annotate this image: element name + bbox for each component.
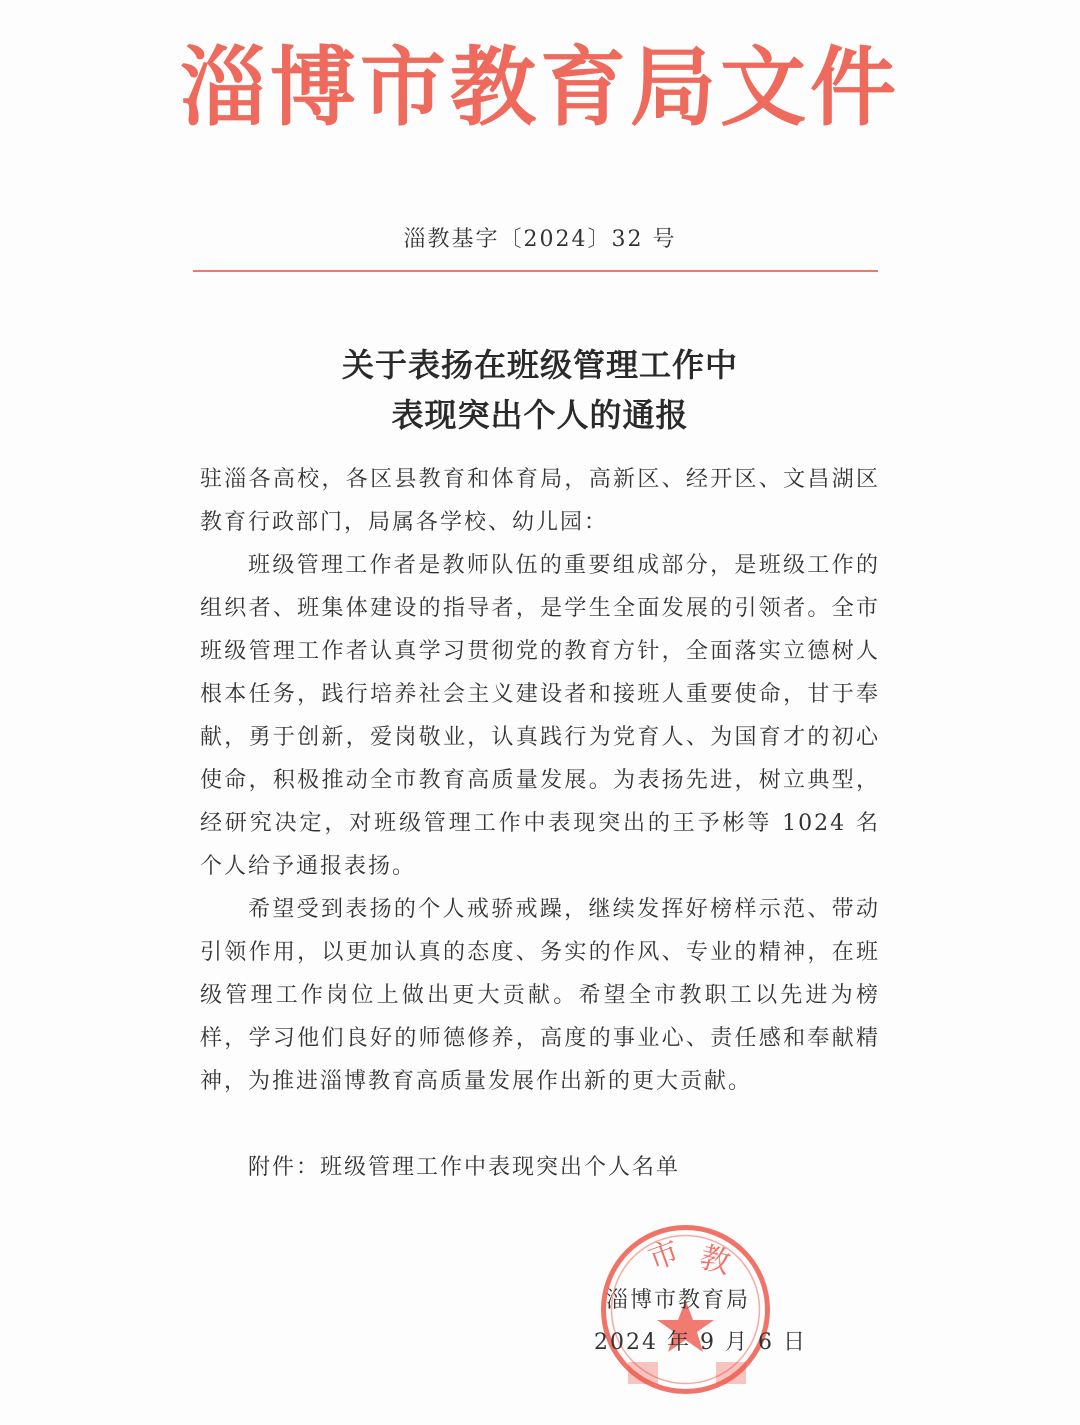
recipients: 驻淄各高校，各区县教育和体育局，高新区、经开区、文昌湖区教育行政部门，局属各学校、幼儿园：	[200, 467, 880, 535]
document-number: 淄教基字〔2024〕32 号	[403, 227, 677, 252]
svg-text:市: 市	[643, 1234, 684, 1278]
body-paragraph-1: 班级管理工作者是教师队伍的重要组成部分，是班级工作的组织者、班集体建设的指导者，是学生全面发展的引领者。全市班级管理工作者认真学习贯彻党的教育方针，全面落实立德树人根本任务，践行培养社会主义建设者和接班人重要使命，甘于奉献，勇于创新，爱岗敬业，认真践行为党育人、为国育才的初心使命，积极推动全市教育高质量发展。为表扬先进，树立典型，经研究决定，对班级管理工作中表现突出的王予彬等 1024 名个人给予通报表扬。	[200, 553, 880, 879]
body-paragraph-2: 希望受到表扬的个人戒骄戒躁，继续发挥好榜样示范、带动引领作用，以更加认真的态度、务实的作风、专业的精神，在班级管理工作岗位上做出更大贡献。希望全市教职工以先进为榜样，学习他们良好的师德修养，高度的事业心、责任感和奉献精神，为推进淄博教育高质量发展作出新的更大贡献。	[200, 897, 880, 1094]
attachment-line: 附件：班级管理工作中表现突出个人名单	[248, 1155, 681, 1180]
notice-title	[0, 340, 1080, 440]
issuer-title: 淄博市教育局文件	[180, 38, 900, 138]
signer-name: 淄博市教育局	[606, 1288, 751, 1313]
notice-title-line1: 关于表扬在班级管理工作中	[341, 346, 738, 384]
notice-body	[200, 458, 880, 1103]
signing-date: 2024 年 9 月 6 日	[594, 1330, 807, 1355]
svg-text:教: 教	[695, 1239, 734, 1282]
notice-title-line2: 表现突出个人的通报	[391, 396, 689, 434]
red-divider	[193, 270, 878, 272]
